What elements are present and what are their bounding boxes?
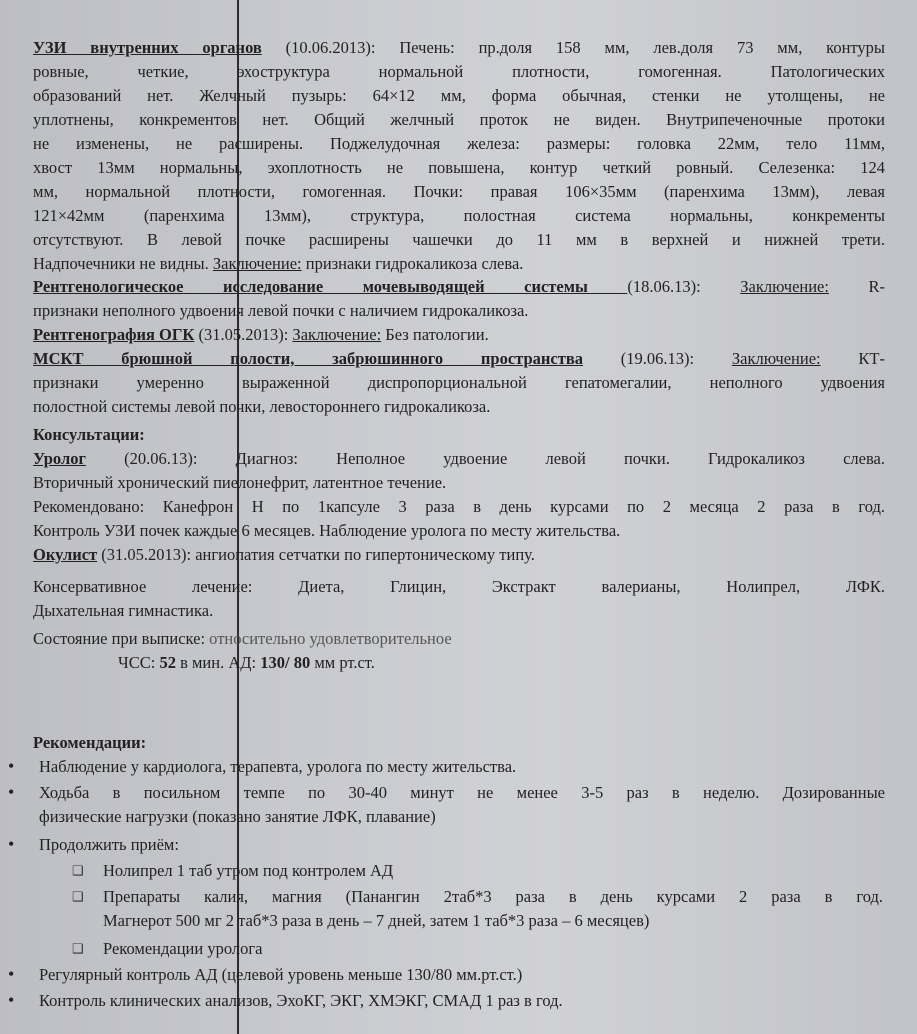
recommendation-item-2-line-1: [39, 782, 885, 804]
text-fragment: признаки неполного удвоения левой почки с наличием гидрокаликоза.: [33, 301, 529, 320]
vitals-line: [118, 652, 818, 674]
text-fragment: Консультации:: [33, 425, 145, 444]
text-fragment: уплотнены, конкрементов нет. Общий желчный проток не виден. Внутрипеченочные протоки: [33, 110, 885, 129]
conservative-treatment-line-2: [33, 600, 885, 622]
text-fragment: хвост 13мм нормальны, эхоплотность не повышена, контур четкий ровный. Селезенка: 124: [33, 158, 885, 177]
text-fragment: физические нагрузки (показано занятие ЛФК, плавание): [39, 807, 436, 826]
text-fragment: (10.06.2013): Печень: пр.доля 158 мм, лев.доля 73 мм, контуры: [261, 38, 886, 57]
text-fragment: ЧСС:: [118, 653, 160, 672]
urologist-line-2: [33, 472, 885, 494]
text-fragment: Продолжить приём:: [39, 835, 179, 854]
checkbox-bullet-icon: ❑: [72, 863, 84, 878]
text-fragment: Рекомендовано: Канефрон Н по 1капсуле 3 раза в день курсами по 2 месяца 2 раза в год.: [33, 497, 885, 516]
uzi-conclusion: [33, 253, 885, 275]
text-fragment: УЗИ внутренних органов: [33, 38, 262, 57]
sub-item-potassium-line-2: [103, 910, 883, 932]
text-fragment: (31.05.2013):: [194, 325, 293, 344]
text-fragment: не изменены, не расширены. Поджелудочная железа: размеры: головка 22мм, тело 11мм,: [33, 134, 885, 153]
uzi-line-5: [33, 133, 885, 155]
text-fragment: признаки умеренно выраженной диспропорциональной гепатомегалии, неполного удвоения: [33, 373, 885, 392]
text-fragment: Регулярный контроль АД (целевой уровень меньше 130/80 мм.рт.ст.): [39, 965, 523, 984]
xray-urinary-conclusion: [33, 300, 885, 322]
urologist-recommendation-2: [33, 520, 885, 542]
text-fragment: МСКТ брюшной полости, забрюшинного пространства: [33, 349, 583, 368]
text-fragment: Рекомендации:: [33, 733, 147, 752]
text-fragment: Рентгенологическое исследование мочевыводящей системы: [33, 277, 628, 296]
text-fragment: Заключение:: [731, 349, 821, 368]
text-fragment: относительно удовлетворительное: [205, 629, 452, 648]
uzi-line-9: [33, 229, 885, 251]
text-fragment: Заключение:: [212, 254, 302, 273]
ophthalmologist-line: [33, 544, 885, 566]
uzi-line-7: [33, 181, 885, 203]
uzi-line-1: [33, 37, 885, 59]
sub-item-urologist-recs: [103, 938, 883, 960]
msct-line-3: [33, 396, 885, 418]
text-fragment: 52: [159, 653, 176, 672]
bullet-icon: •: [8, 834, 15, 854]
text-fragment: 130/ 80: [260, 653, 311, 672]
text-fragment: в мин. АД:: [175, 653, 261, 672]
text-fragment: Окулист: [33, 545, 98, 564]
text-fragment: (31.05.2013): ангиопатия сетчатки по гипертоническому типу.: [97, 545, 535, 564]
uzi-line-3: [33, 85, 885, 107]
text-fragment: Вторичный хронический пиелонефрит, латентное течение.: [33, 473, 447, 492]
recommendation-item-2-line-2: [39, 806, 885, 828]
msct-heading: [33, 348, 885, 370]
text-fragment: Наблюдение у кардиолога, терапевта, уролога по месту жительства.: [39, 757, 517, 776]
checkbox-bullet-icon: ❑: [72, 889, 84, 904]
text-fragment: мм рт.ст.: [310, 653, 375, 672]
sub-item-noliprel: [103, 860, 883, 882]
text-fragment: Заключение:: [740, 277, 829, 296]
text-fragment: Контроль клинических анализов, ЭхоКГ, ЭКГ, ХМЭКГ, СМАД 1 раз в год.: [39, 991, 563, 1010]
recommendation-item-5: [39, 990, 885, 1012]
text-fragment: Препараты калия, магния (Панангин 2таб*3 раза в день курсами 2 раза в год.: [103, 887, 883, 906]
text-fragment: (19.06.13):: [582, 349, 732, 368]
urologist-recommendation-1: [33, 496, 885, 518]
urologist-line-1: [33, 448, 885, 470]
bullet-icon: •: [8, 782, 15, 802]
bullet-icon: •: [8, 756, 15, 776]
text-fragment: Состояние при выписке:: [33, 629, 206, 648]
recommendation-item-1: [39, 756, 885, 778]
xray-urinary-heading: [33, 276, 885, 298]
text-fragment: КТ-: [820, 349, 885, 368]
text-fragment: признаки гидрокаликоза слева.: [301, 254, 524, 273]
text-fragment: ровные, четкие, эхоструктура нормальной плотности, гомогенная. Патологических: [33, 62, 885, 81]
text-fragment: 121×42мм (паренхима 13мм), структура, полостная система нормальны, конкременты: [33, 206, 885, 225]
text-fragment: Надпочечники не видны.: [33, 254, 213, 273]
bullet-icon: •: [8, 990, 15, 1010]
text-fragment: R-: [828, 277, 885, 296]
uzi-line-4: [33, 109, 885, 131]
chest-xray-line: [33, 324, 885, 346]
conservative-treatment-line-1: [33, 576, 885, 598]
text-fragment: (20.06.13): Диагноз: Неполное удвоение левой почки. Гидрокаликоз слева.: [85, 449, 885, 468]
text-fragment: Заключение:: [292, 325, 382, 344]
text-fragment: Консервативное лечение: Диета, Глицин, Экстракт валерианы, Нолипрел, ЛФК.: [33, 577, 885, 596]
discharge-state-line: [33, 628, 885, 650]
text-fragment: Без патологии.: [381, 325, 489, 344]
bullet-icon: •: [8, 964, 15, 984]
uzi-line-2: [33, 61, 885, 83]
text-fragment: мм, нормальной плотности, гомогенная. Почки: правая 106×35мм (паренхима 13мм), левая: [33, 182, 885, 201]
text-fragment: Нолипрел 1 таб утром под контролем АД: [103, 861, 394, 880]
text-fragment: Магнерот 500 мг 2 таб*3 раза в день – 7 дней, затем 1 таб*3 раза – 6 месяцев): [103, 911, 650, 930]
text-fragment: (18.06.13):: [627, 277, 741, 296]
text-fragment: образований нет. Желчный пузырь: 64×12 мм, форма обычная, стенки не утолщены, не: [33, 86, 885, 105]
msct-line-2: [33, 372, 885, 394]
text-fragment: Рентгенография ОГК: [33, 325, 195, 344]
text-fragment: полостной системы левой почки, левостороннего гидрокаликоза.: [33, 397, 491, 416]
text-fragment: отсутствуют. В левой почке расширены чашечки до 11 мм в верхней и нижней трети.: [33, 230, 885, 249]
consultations-heading: [33, 424, 885, 446]
text-fragment: Рекомендации уролога: [103, 939, 263, 958]
recommendation-item-3: [39, 834, 885, 856]
text-fragment: Контроль УЗИ почек каждые 6 месяцев. Наблюдение уролога по месту жительства.: [33, 521, 621, 540]
text-fragment: Дыхательная гимнастика.: [33, 601, 214, 620]
uzi-line-6: [33, 157, 885, 179]
text-fragment: Уролог: [33, 449, 86, 468]
recommendation-item-4: [39, 964, 885, 986]
sub-item-potassium-line-1: [103, 886, 883, 908]
recommendations-heading: [33, 732, 885, 754]
checkbox-bullet-icon: ❑: [72, 941, 84, 956]
text-fragment: Ходьба в посильном темпе по 30-40 минут не менее 3-5 раз в неделю. Дозированные: [39, 783, 885, 802]
uzi-line-8: [33, 205, 885, 227]
